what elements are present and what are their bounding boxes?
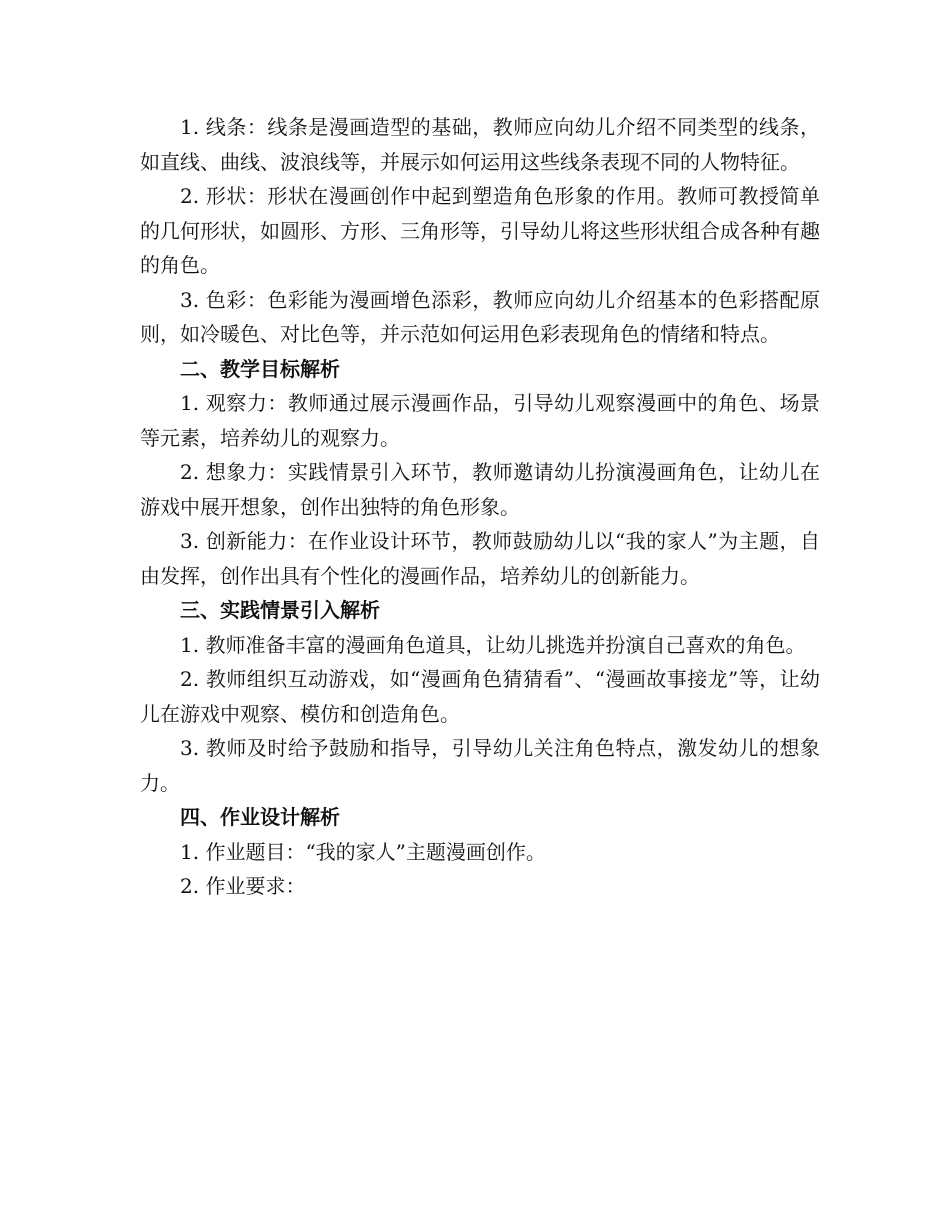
section-heading-teaching-goals: 二、教学目标解析 [180, 356, 340, 381]
paragraph-observation: 1. 观察力：教师通过展示漫画作品，引导幼儿观察漫画中的角色、场景等元素，培养幼儿的观察力。 [140, 391, 820, 450]
paragraph-colors: 3. 色彩：色彩能为漫画增色添彩，教师应向幼儿介绍基本的色彩搭配原则，如冷暖色、对比色等，并示范如何运用色彩表现角色的情绪和特点。 [140, 287, 820, 346]
paragraph-shapes: 2. 形状：形状在漫画创作中起到塑造角色形象的作用。教师可教授简单的几何形状，如圆形、方形、三角形等，引导幼儿将这些形状组合成各种有趣的角色。 [140, 184, 820, 277]
paragraph-homework-title: 1. 作业题目：“我的家人”主题漫画创作。 [180, 839, 546, 864]
paragraph-lines: 1. 线条：线条是漫画造型的基础，教师应向幼儿介绍不同类型的线条，如直线、曲线、波浪线等，并展示如何运用这些线条表现不同的人物特征。 [140, 115, 820, 174]
paragraph-guidance: 3. 教师及时给予鼓励和指导，引导幼儿关注角色特点，激发幼儿的想象力。 [140, 736, 820, 795]
paragraph-homework-requirements: 2. 作业要求： [180, 874, 306, 898]
section-heading-practice-scenario: 三、实践情景引入解析 [180, 598, 380, 622]
paragraph-innovation: 3. 创新能力：在作业设计环节，教师鼓励幼儿以“我的家人”为主题，自由发挥，创作出具有个性化的漫画作品，培养幼儿的创新能力。 [140, 529, 820, 588]
paragraph-props: 1. 教师准备丰富的漫画角色道具，让幼儿挑选并扮演自己喜欢的角色。 [180, 632, 806, 657]
section-heading-homework-design: 四、作业设计解析 [180, 805, 340, 829]
paragraph-games: 2. 教师组织互动游戏，如“漫画角色猜猜看”、“漫画故事接龙”等，让幼儿在游戏中观察、模仿和创造角色。 [140, 667, 820, 726]
paragraph-imagination: 2. 想象力：实践情景引入环节，教师邀请幼儿扮演漫画角色，让幼儿在游戏中展开想象，创作出独特的角色形象。 [140, 460, 820, 519]
document-body [140, 110, 820, 904]
